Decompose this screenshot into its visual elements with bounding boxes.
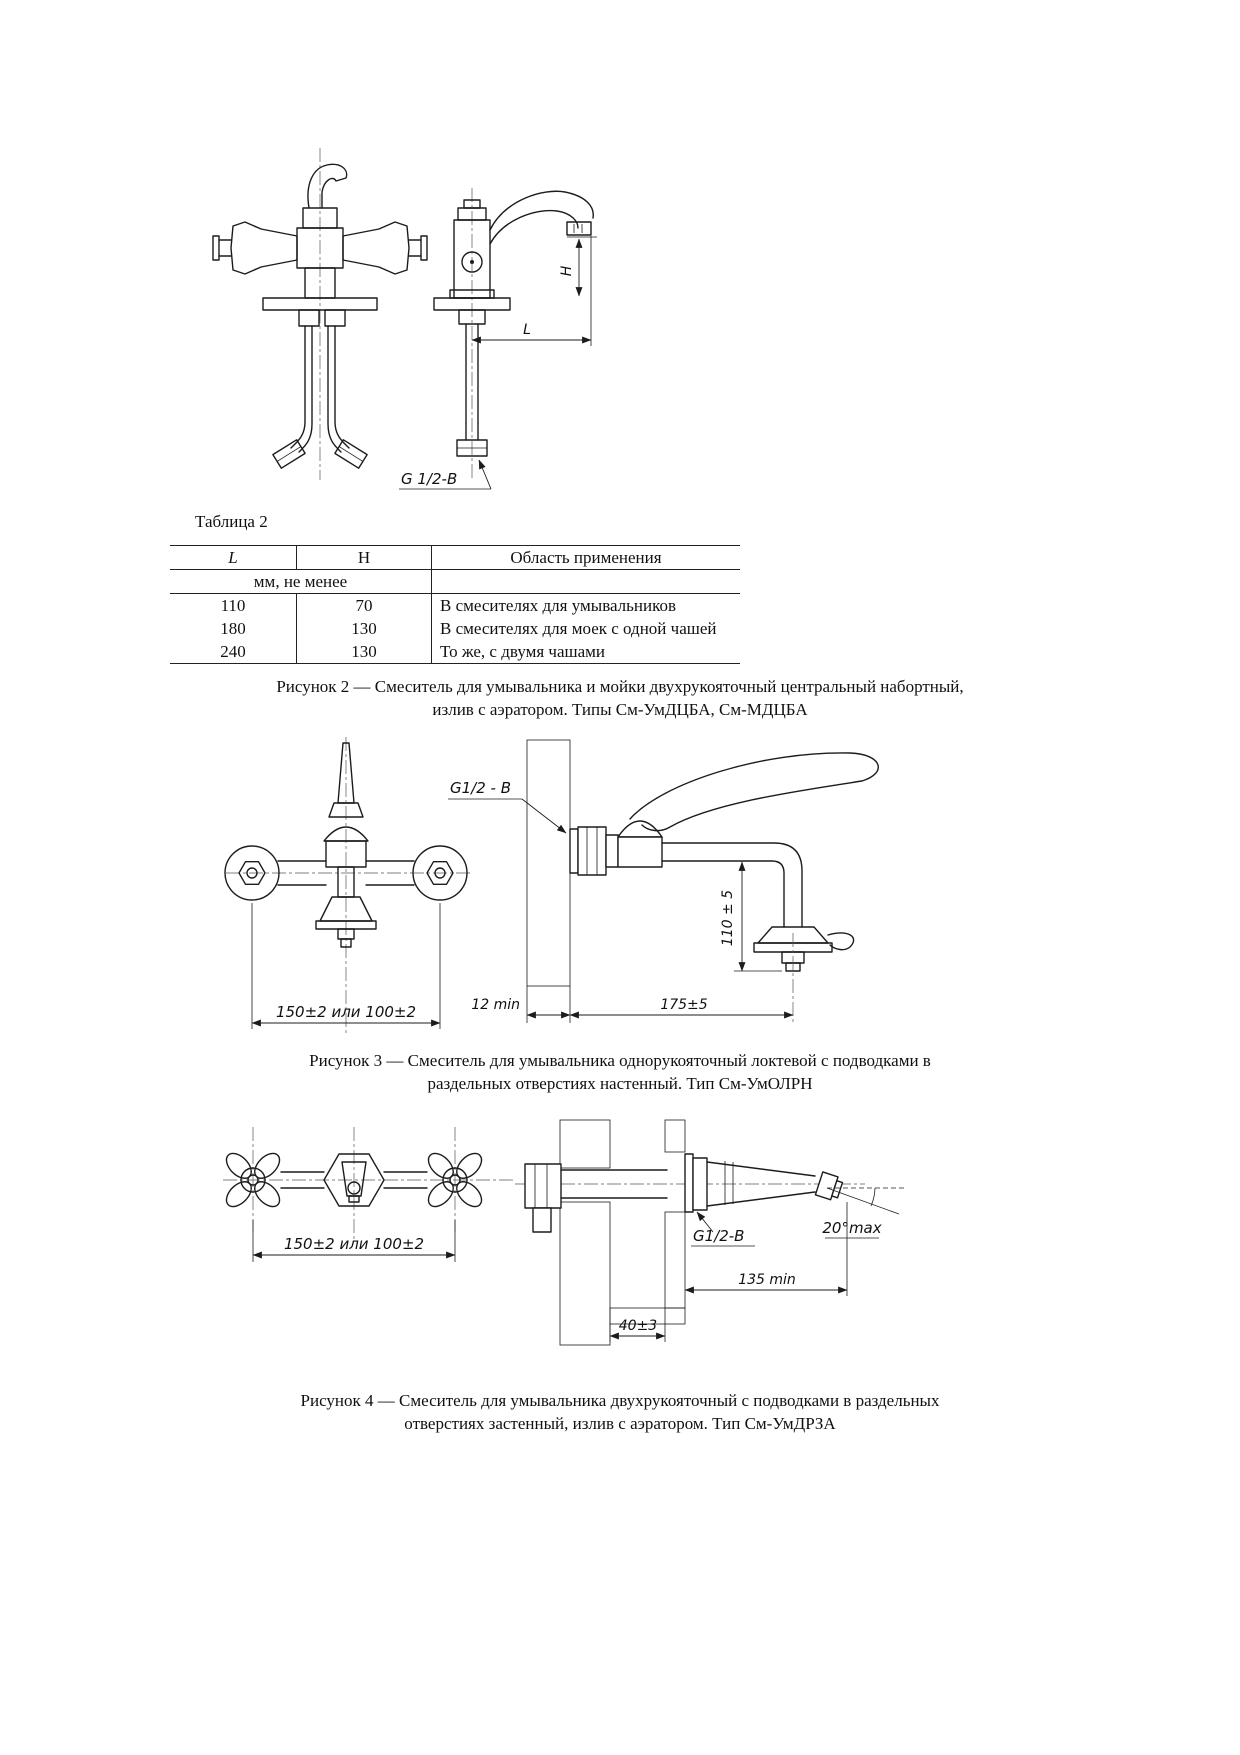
figure4-caption-line1: Рисунок 4 — Смеситель для умывальника двухрукояточный с подводками в раздельных (300, 1391, 940, 1410)
figure2-caption-line2: излив с аэратором. Типы См-УмДЦБА, См-МДЦБА (432, 700, 808, 719)
concealed-mixer-front-view (222, 1127, 515, 1262)
thread-label: G1/2 - В (450, 779, 512, 797)
col-header-l: L (170, 546, 297, 570)
cell-application: То же, с двумя чашами (440, 642, 606, 661)
table2-title: Таблица 2 (195, 512, 268, 531)
table-row (170, 594, 740, 618)
thread-label: G 1/2-В (401, 470, 458, 488)
figure2-drawing (205, 140, 660, 505)
col-header-h: H (297, 546, 432, 570)
dim-label-spacing: 150±2 или 100±2 (275, 1003, 417, 1021)
figure3-caption-line2: раздельных отверстиях настенный. Тип См-УмОЛРН (427, 1074, 813, 1093)
dim-label-recess: 40±3 (618, 1318, 658, 1334)
figure2-caption (120, 675, 1120, 721)
dim-label-l: L (523, 322, 531, 338)
mixer-front-view (225, 737, 472, 1033)
cell-application: В смесителях для умывальников (440, 596, 677, 615)
table-row (170, 640, 740, 664)
dim-label-reach: 175±5 (660, 997, 708, 1013)
figure3-caption-line1: Рисунок 3 — Смеситель для умывальника однорукояточный локтевой с подводками в (309, 1051, 931, 1070)
cell-application: В смесителях для моек с одной чашей (440, 619, 717, 638)
cell-h: 130 (297, 640, 432, 664)
figure4-drawing (215, 1112, 940, 1367)
concealed-mixer-side-view (515, 1120, 905, 1345)
figure3-drawing (222, 733, 957, 1048)
figure4-caption-line2: отверстиях застенный, излив с аэратором. Тип См-УмДРЗА (404, 1414, 836, 1433)
faucet-side-view (399, 188, 597, 489)
units-note: мм, не менее (170, 570, 432, 594)
dim-label-spacing: 150±2 или 100±2 (283, 1235, 425, 1253)
col-header-application: Область применения (432, 546, 741, 570)
dim-label-wall-gap: 12 min (471, 997, 520, 1013)
cell-h: 130 (297, 617, 432, 640)
faucet-front-view (213, 148, 427, 480)
table-header-row (170, 546, 740, 570)
dim-label-height: 110 ± 5 (720, 889, 736, 947)
cell-h: 70 (297, 594, 432, 618)
figure4-caption (120, 1389, 1120, 1435)
cell-l: 240 (170, 640, 297, 664)
table-units-row (170, 570, 740, 594)
units-row-empty-cell (432, 570, 741, 594)
table2 (170, 545, 740, 664)
mixer-side-view (448, 740, 878, 1025)
dim-label-h: H (559, 265, 575, 277)
figure2-caption-line1: Рисунок 2 — Смеситель для умывальника и мойки двухрукояточный центральный набортный, (276, 677, 964, 696)
table-row (170, 617, 740, 640)
cell-l: 180 (170, 617, 297, 640)
cell-l: 110 (170, 594, 297, 618)
figure3-caption (120, 1049, 1120, 1095)
thread-label: G1/2-В (693, 1227, 745, 1245)
dim-label-angle: 20°max (822, 1219, 882, 1237)
dim-label-reach: 135 min (738, 1272, 796, 1288)
